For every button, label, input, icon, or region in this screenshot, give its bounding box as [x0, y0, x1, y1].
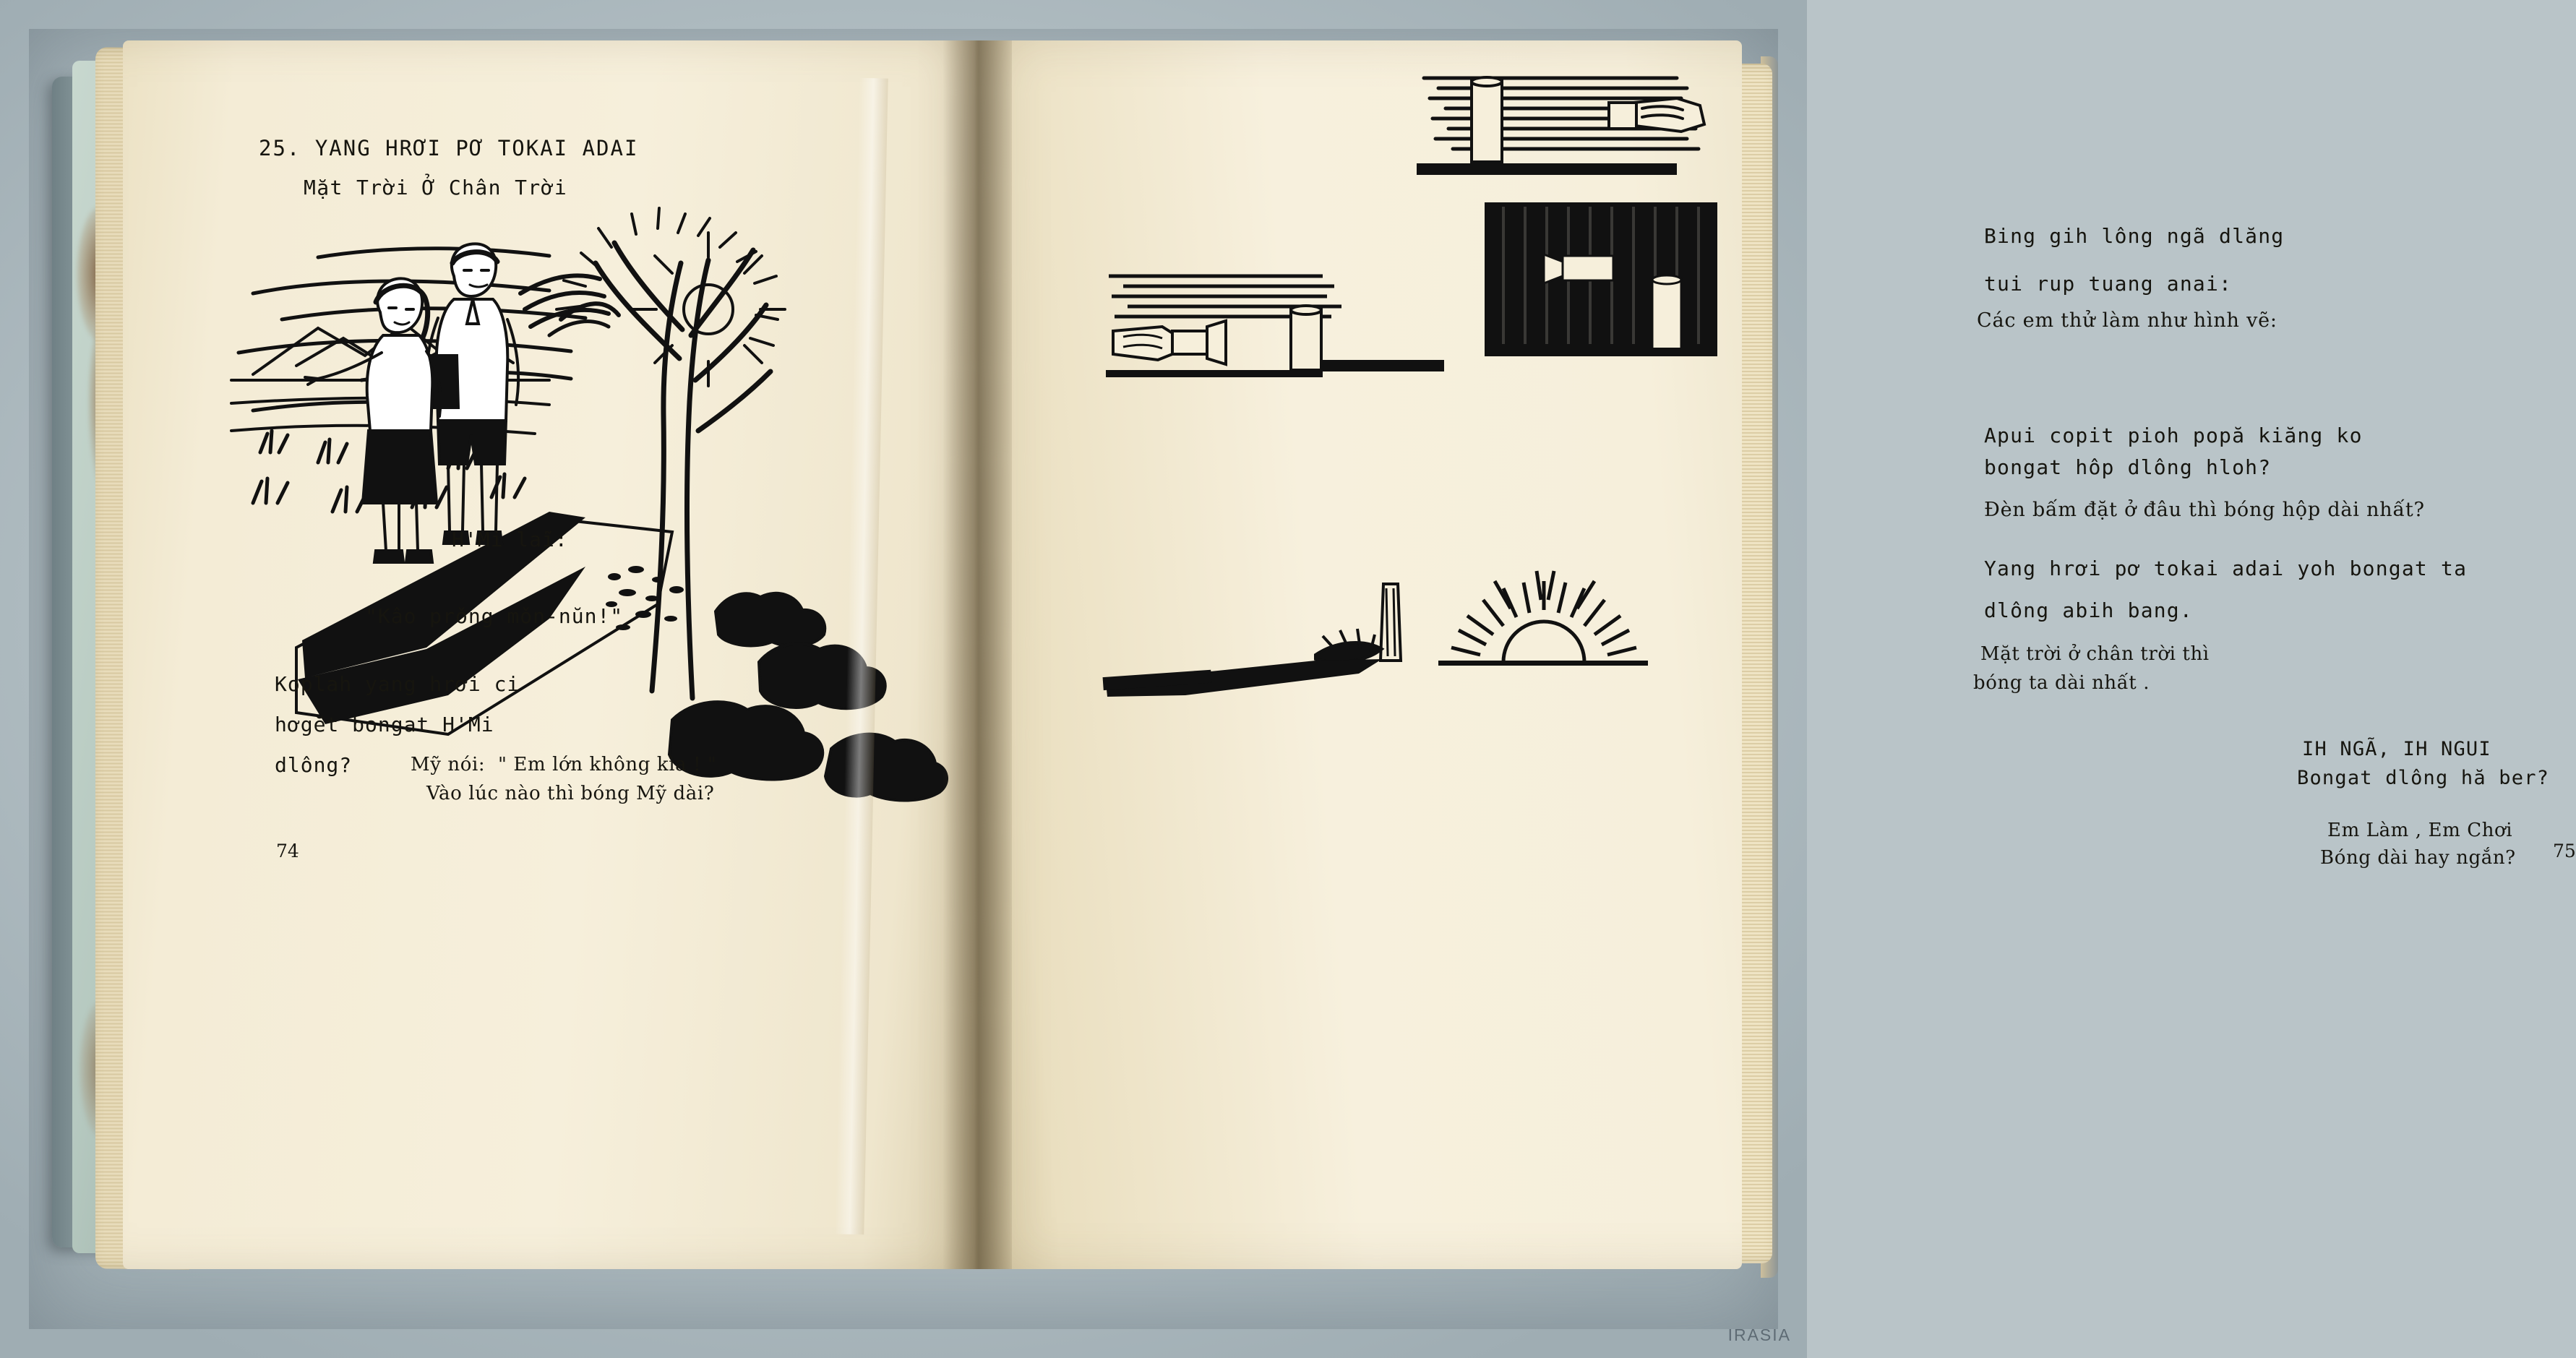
right-line-7: Yang hrơi pơ tokai adai yoh bongat ta	[1984, 556, 2468, 580]
caption-quote: "Kâo prǒng mǒn-nŭn!"	[365, 604, 624, 628]
vietnamese-line-2: Vào lúc nào thì bóng Mỹ dài?	[426, 783, 715, 804]
right-line-1: Bing gih lông ngã dlăng	[1984, 224, 2285, 248]
question-line-3: dlông?	[275, 753, 353, 777]
caption-bongat: Bongat dlông hă ber?	[2297, 767, 2550, 789]
right-line-5: bongat hôp dlông hloh?	[1984, 455, 2272, 479]
caption-em-lam-vietnamese: Em Làm , Em Chơi	[2327, 820, 2513, 841]
page-number-left: 74	[276, 841, 299, 861]
watermark: IRASIA	[1727, 1325, 1791, 1344]
illustration-flashlight-low-left	[1106, 265, 1446, 395]
right-line-4: Apui copit pioh popă kiăng ko	[1984, 424, 2363, 447]
left-page	[123, 40, 976, 1269]
question-line-1: Koplah yang hrơi ci	[275, 672, 520, 696]
right-line-2: tui rup tuang anai:	[1984, 272, 2233, 296]
illustration-flashlight-top	[1417, 62, 1720, 199]
vietnamese-line-1: Mỹ nói: " Em lớn không kìa ! "	[411, 754, 717, 775]
illustration-sun-horizon	[1099, 546, 1648, 734]
lesson-title: 25. YANG HRƠI PƠ TOKAI ADAI	[259, 136, 639, 160]
right-page	[976, 40, 2576, 1269]
caption-bong-dai-vietnamese: Bóng dài hay ngắn?	[2320, 847, 2516, 869]
right-line-3-vietnamese: Các em thử làm như hình vẽ:	[1977, 309, 2277, 332]
right-line-6-vietnamese: Đèn bấm đặt ở đâu thì bóng hộp dài nhất?	[1984, 499, 2425, 521]
right-line-8: dlông abih bang.	[1984, 598, 2193, 622]
open-book	[52, 35, 2576, 1328]
right-line-9-vietnamese: Mặt trời ở chân trời thì	[1980, 643, 2210, 665]
question-line-2: hơgĕt bongat H'Mi	[275, 713, 494, 736]
lesson-subtitle: Mặt Trời Ở Chân Trời	[304, 176, 568, 199]
illustration-dark-room-right	[1482, 199, 1720, 387]
caption-hmi: H'Mi laĩ:	[452, 528, 568, 551]
caption-ih-nga: IH NGÃ, IH NGUI	[2302, 738, 2491, 760]
page-number-right: 75	[2553, 841, 2576, 861]
right-line-10-vietnamese: bóng ta dài nhất .	[1973, 672, 2150, 694]
